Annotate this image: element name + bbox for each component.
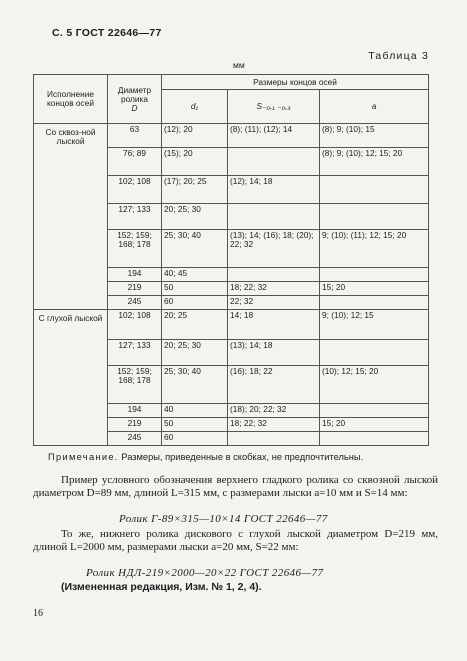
cell-diameter: 152; 159; 168; 178	[108, 365, 162, 403]
table-row	[34, 203, 429, 229]
cell-execution	[34, 403, 108, 417]
cell-s	[228, 147, 320, 175]
cell-diameter: 219	[108, 417, 162, 431]
cell-a	[320, 403, 429, 417]
table-row	[34, 339, 429, 365]
cell-execution	[34, 295, 108, 309]
table-row	[34, 147, 429, 175]
cell-d1: 25; 30; 40	[162, 229, 228, 267]
cell-execution	[34, 229, 108, 267]
table-row	[34, 229, 429, 267]
cell-execution	[34, 281, 108, 295]
cell-a: 15; 20	[320, 417, 429, 431]
cell-d1: 60	[162, 431, 228, 445]
page-number: 16	[33, 608, 43, 619]
cell-d1: (15); 20	[162, 147, 228, 175]
cell-a: 9; (10); (11); 12; 15; 20	[320, 229, 429, 267]
cell-execution	[34, 203, 108, 229]
cell-s	[228, 431, 320, 445]
cell-diameter: 102; 108	[108, 175, 162, 203]
cell-execution	[34, 365, 108, 403]
table-note	[48, 452, 438, 462]
cell-a: (10); 12; 15; 20	[320, 365, 429, 403]
table-row	[34, 267, 429, 281]
example2-formula: Ролик НДЛ-219×2000—20×22 ГОСТ 22646—77	[86, 567, 324, 579]
header-d1: d₁	[162, 90, 228, 124]
header-execution: Исполнение концов осей	[34, 75, 108, 124]
cell-d1: 50	[162, 281, 228, 295]
note-text: Размеры, приведенные в скобках, не предпочтительны.	[121, 452, 364, 462]
cell-s: 22; 32	[228, 295, 320, 309]
cell-d1: 20; 25; 30	[162, 339, 228, 365]
table-row	[34, 281, 429, 295]
header-diameter: Диаметр ролика D	[108, 75, 162, 124]
header-dimensions: Размеры концов осей	[162, 75, 429, 90]
cell-a: 15; 20	[320, 281, 429, 295]
cell-s: 18; 22; 32	[228, 417, 320, 431]
cell-a: 9; (10); 12; 15	[320, 309, 429, 339]
cell-execution	[34, 431, 108, 445]
note-label: Примечание.	[48, 452, 119, 462]
cell-s: 14; 18	[228, 309, 320, 339]
cell-s: 18; 22; 32	[228, 281, 320, 295]
revision-note: (Измененная редакция, Изм. № 1, 2, 4).	[61, 581, 262, 593]
cell-a	[320, 339, 429, 365]
dimensions-table	[33, 74, 429, 446]
header-diameter-symbol: D	[131, 102, 138, 113]
page-header: С. 5 ГОСТ 22646—77	[52, 27, 162, 39]
cell-a: (8); 9; (10); 15	[320, 124, 429, 148]
table-row	[34, 295, 429, 309]
cell-execution: Со сквоз-ной лыской	[34, 124, 108, 148]
cell-d1: (12); 20	[162, 124, 228, 148]
cell-s: (8); (11); (12); 14	[228, 124, 320, 148]
cell-a	[320, 267, 429, 281]
cell-diameter: 76; 89	[108, 147, 162, 175]
cell-d1: 20; 25; 30	[162, 203, 228, 229]
cell-d1: 40	[162, 403, 228, 417]
table-row	[34, 431, 429, 445]
cell-a	[320, 175, 429, 203]
cell-s	[228, 203, 320, 229]
cell-execution	[34, 147, 108, 175]
cell-execution	[34, 267, 108, 281]
cell-execution	[34, 339, 108, 365]
table-unit: мм	[233, 60, 245, 70]
cell-s: (13); 14; (16); 18; (20); 22; 32	[228, 229, 320, 267]
cell-d1: (17); 20; 25	[162, 175, 228, 203]
cell-a: (8); 9; (10); 12; 15; 20	[320, 147, 429, 175]
table-title: Таблица 3	[368, 50, 429, 62]
cell-diameter: 127; 133	[108, 203, 162, 229]
header-a: a	[320, 90, 429, 124]
cell-d1: 25; 30; 40	[162, 365, 228, 403]
cell-d1: 60	[162, 295, 228, 309]
table-row	[34, 309, 429, 339]
cell-a	[320, 203, 429, 229]
table-row	[34, 365, 429, 403]
cell-s: (16); 18; 22	[228, 365, 320, 403]
header-s: S₋₀,₁ ₋₀,₃	[228, 90, 320, 124]
cell-s	[228, 267, 320, 281]
table-row	[34, 403, 429, 417]
cell-diameter: 102; 108	[108, 309, 162, 339]
cell-diameter: 245	[108, 295, 162, 309]
cell-execution	[34, 417, 108, 431]
cell-s: (18); 20; 22; 32	[228, 403, 320, 417]
cell-diameter: 152; 159; 168; 178	[108, 229, 162, 267]
example1-text: Пример условного обозначения верхнего гладкого ролика со сквозной лыской диаметром D=89 мм, длиной L=315 мм, с размерами лыски a=10 мм и S=14 мм:	[33, 474, 438, 499]
example1-formula: Ролик Г-89×315—10×14 ГОСТ 22646—77	[119, 513, 328, 525]
cell-diameter: 245	[108, 431, 162, 445]
cell-diameter: 194	[108, 267, 162, 281]
cell-a	[320, 295, 429, 309]
cell-s: (12); 14; 18	[228, 175, 320, 203]
table-row	[34, 175, 429, 203]
table-row	[34, 124, 429, 148]
cell-d1: 40; 45	[162, 267, 228, 281]
table-row	[34, 417, 429, 431]
cell-diameter: 219	[108, 281, 162, 295]
example2-text: То же, нижнего ролика дискового с глухой лыской диаметром D=219 мм, длиной L=2000 мм, размерами лыски a=20 мм, S=22 мм:	[33, 528, 438, 553]
cell-diameter: 63	[108, 124, 162, 148]
table-body	[34, 124, 429, 446]
cell-a	[320, 431, 429, 445]
cell-s: (13); 14; 18	[228, 339, 320, 365]
cell-execution: С глухой лыской	[34, 309, 108, 339]
cell-d1: 50	[162, 417, 228, 431]
cell-diameter: 127; 133	[108, 339, 162, 365]
cell-d1: 20; 25	[162, 309, 228, 339]
cell-execution	[34, 175, 108, 203]
cell-diameter: 194	[108, 403, 162, 417]
